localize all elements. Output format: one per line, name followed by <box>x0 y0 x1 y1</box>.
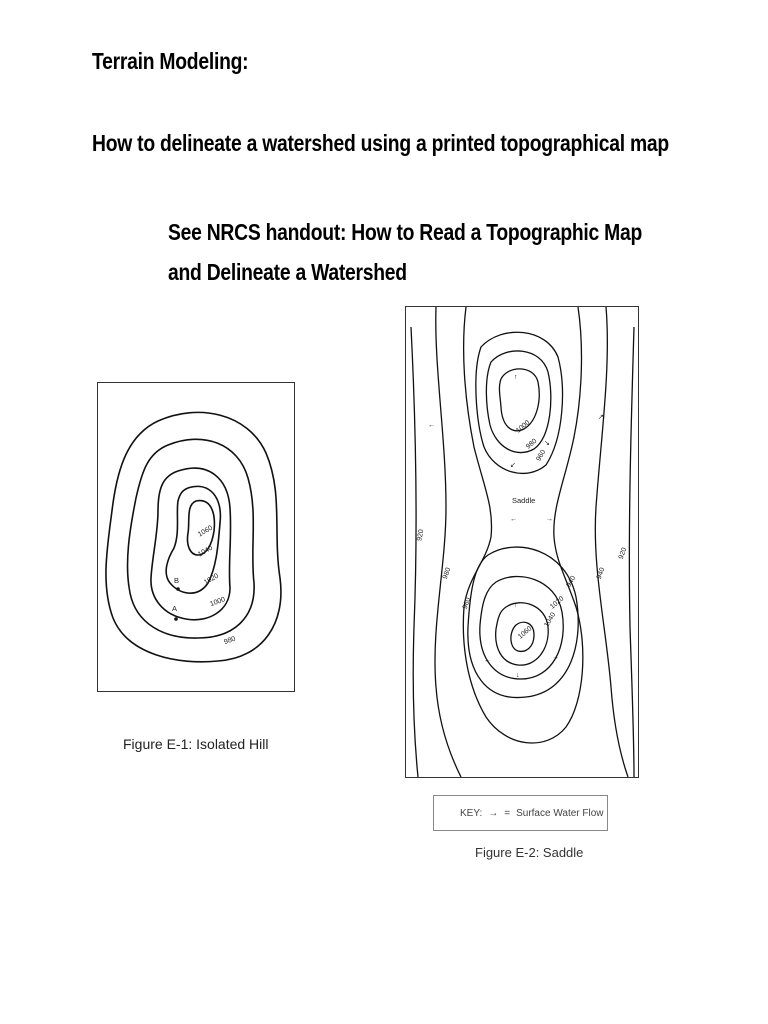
contour-label: 1020 <box>203 572 221 587</box>
contour-label: 940 <box>565 574 578 589</box>
flow-arrow-icon: → <box>546 516 553 523</box>
contour-label: 980 <box>441 566 453 581</box>
contour-label: 980 <box>223 635 237 647</box>
map-key <box>433 795 608 831</box>
flow-arrow-icon: ↑ <box>514 602 518 609</box>
point-label-a: A <box>172 604 178 613</box>
key-equals: = <box>504 807 511 819</box>
flow-arrow-icon: ↘ <box>544 440 550 447</box>
flow-arrow-icon: ↑ <box>514 374 518 381</box>
isolated-hill-contour-map <box>98 383 294 691</box>
key-label: KEY: <box>460 807 483 819</box>
contour-line <box>486 351 550 453</box>
contour-label: 1000 <box>209 596 227 609</box>
key-meaning: Surface Water Flow <box>516 807 604 819</box>
point-b-marker <box>176 587 180 591</box>
contour-label: 1060 <box>197 524 215 539</box>
flow-arrow-icon: ← <box>510 516 517 523</box>
flow-arrow-icon: → <box>552 654 559 661</box>
point-a-marker <box>174 617 178 621</box>
page-subtitle: How to delineate a watershed using a printed topographical map <box>92 130 669 156</box>
contour-line <box>499 369 539 431</box>
contour-label: 1040 <box>197 544 215 559</box>
flow-arrow-icon: ← <box>484 657 491 664</box>
contour-line <box>595 307 628 777</box>
contour-label: 1020 <box>549 595 566 611</box>
figure-isolated-hill <box>97 382 295 692</box>
contour-label: 960 <box>535 448 548 463</box>
contour-line <box>435 307 461 777</box>
flow-arrow-icon: ↗ <box>598 414 604 421</box>
contour-line <box>106 412 281 661</box>
figure-caption-1: Figure E-1: Isolated Hill <box>123 736 269 752</box>
contour-label: 1040 <box>543 611 558 629</box>
figure-saddle <box>405 306 639 778</box>
reference-note <box>168 212 642 292</box>
contour-line <box>128 439 255 638</box>
flow-arrow-icon: ← <box>428 422 435 429</box>
flow-arrow-icon: ↙ <box>510 462 516 469</box>
contour-label: 960 <box>461 596 473 611</box>
contour-line <box>411 327 418 777</box>
contour-label: 1060 <box>517 625 534 641</box>
contour-label: 1000 <box>515 419 532 435</box>
contour-label: 940 <box>595 566 607 581</box>
contour-line <box>629 327 634 777</box>
flow-arrow-icon: ↓ <box>516 672 520 679</box>
point-label-b: B <box>174 576 180 585</box>
contour-line <box>463 307 583 743</box>
page-title: Terrain Modeling: <box>92 48 249 74</box>
reference-line-2: and Delineate a Watershed <box>168 259 407 285</box>
saddle-label: Saddle <box>512 496 536 505</box>
figure-caption-2: Figure E-2: Saddle <box>475 845 584 860</box>
contour-label: 920 <box>617 546 629 561</box>
contour-label: 980 <box>525 437 539 451</box>
contour-label: 920 <box>416 528 426 542</box>
arrow-right-icon: → <box>488 807 499 819</box>
reference-line-1: See NRCS handout: How to Read a Topographic Map <box>168 219 643 245</box>
saddle-contour-map <box>406 307 638 777</box>
contour-line <box>480 576 563 679</box>
flow-arrow-icon: ↑ <box>434 684 438 691</box>
